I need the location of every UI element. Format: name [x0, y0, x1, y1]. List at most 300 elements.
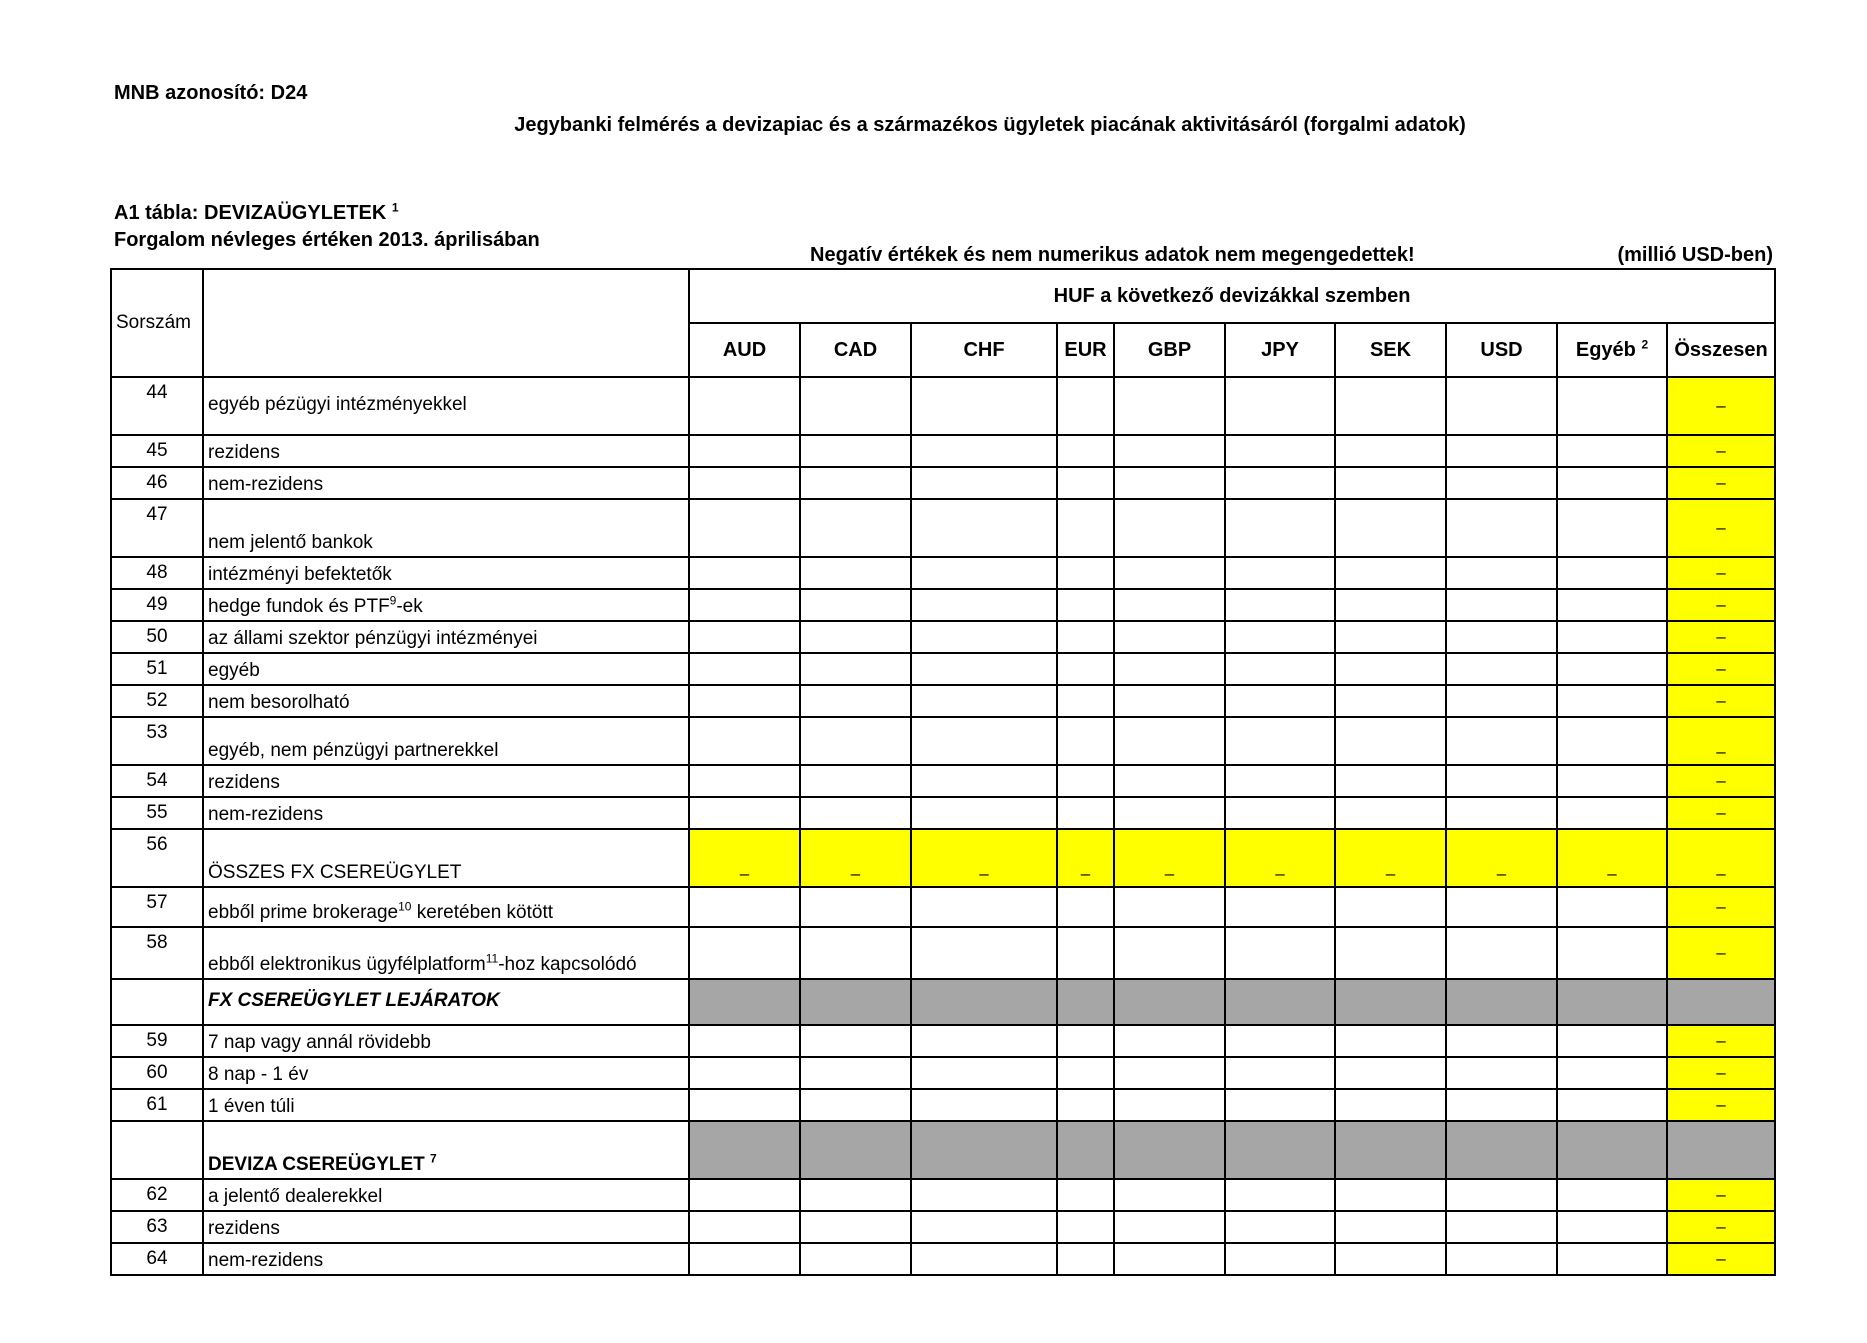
row-label-text: ebből prime brokerage — [208, 902, 399, 923]
input-cell[interactable] — [1114, 1057, 1225, 1089]
input-cell[interactable] — [1114, 621, 1225, 653]
table-row — [111, 621, 1775, 653]
input-cell[interactable] — [800, 765, 911, 797]
input-cell[interactable] — [911, 1057, 1057, 1089]
row-number — [111, 1121, 203, 1179]
row-number: 64 — [111, 1243, 203, 1275]
input-cell[interactable] — [800, 1211, 911, 1243]
disabled-cell — [1667, 1121, 1775, 1179]
validation-warning: Negatív értékek és nem numerikus adatok nem megengedettek! — [810, 244, 1415, 266]
input-cell[interactable] — [689, 557, 800, 589]
input-cell[interactable] — [800, 435, 911, 467]
input-cell[interactable] — [1446, 1211, 1557, 1243]
input-cell[interactable] — [1335, 499, 1446, 557]
input-cell[interactable] — [1225, 1179, 1335, 1211]
input-cell[interactable] — [1446, 797, 1557, 829]
row-label-text: hedge fundok és PTF — [208, 596, 390, 617]
input-cell[interactable] — [1225, 717, 1335, 765]
input-cell[interactable] — [1114, 1089, 1225, 1121]
row-label — [203, 621, 689, 653]
input-cell[interactable] — [1446, 717, 1557, 765]
table-row — [111, 717, 1775, 765]
input-cell[interactable] — [911, 589, 1057, 621]
input-cell[interactable] — [1446, 765, 1557, 797]
input-cell[interactable] — [1335, 887, 1446, 927]
computed-total-cell: – — [1335, 829, 1446, 887]
total-header: Összesen — [1667, 323, 1775, 377]
input-cell[interactable] — [689, 435, 800, 467]
input-cell[interactable] — [1446, 1089, 1557, 1121]
input-cell[interactable] — [1114, 797, 1225, 829]
input-cell[interactable] — [1446, 685, 1557, 717]
input-cell[interactable] — [689, 685, 800, 717]
row-label — [203, 685, 689, 717]
input-cell[interactable] — [800, 1089, 911, 1121]
disabled-cell — [1446, 1121, 1557, 1179]
row-label-text: az állami szektor pénzügyi intézményei — [208, 628, 538, 649]
row-number: 57 — [111, 887, 203, 927]
input-cell[interactable] — [1225, 589, 1335, 621]
currency-header: EUR — [1057, 323, 1114, 377]
currency-header: CAD — [800, 323, 911, 377]
input-cell[interactable] — [1057, 589, 1114, 621]
total-cell: – — [1667, 435, 1775, 467]
row-label — [203, 557, 689, 589]
input-cell[interactable] — [911, 797, 1057, 829]
input-cell[interactable] — [1335, 1179, 1446, 1211]
input-cell[interactable] — [800, 621, 911, 653]
input-cell[interactable] — [1057, 653, 1114, 685]
row-number: 53 — [111, 717, 203, 765]
input-cell[interactable] — [1114, 765, 1225, 797]
input-cell[interactable] — [1446, 435, 1557, 467]
input-cell[interactable] — [911, 927, 1057, 979]
row-label-text: ÖSSZES FX CSEREÜGYLET — [208, 862, 462, 883]
input-cell[interactable] — [1057, 377, 1114, 435]
input-cell[interactable] — [1557, 765, 1667, 797]
table-row — [111, 557, 1775, 589]
computed-total-cell: – — [1225, 829, 1335, 887]
total-cell: – — [1667, 377, 1775, 435]
total-cell: – — [1667, 685, 1775, 717]
table-row — [111, 927, 1775, 979]
row-label — [203, 1057, 689, 1089]
currency-header: JPY — [1225, 323, 1335, 377]
input-cell[interactable] — [1057, 1057, 1114, 1089]
input-cell[interactable] — [1057, 467, 1114, 499]
disabled-cell — [1557, 979, 1667, 1025]
input-cell[interactable] — [1114, 1211, 1225, 1243]
input-cell[interactable] — [1557, 589, 1667, 621]
input-cell[interactable] — [1335, 797, 1446, 829]
row-label-text: nem-rezidens — [208, 474, 324, 495]
row-label-text: a jelentő dealerekkel — [208, 1186, 383, 1207]
input-cell[interactable] — [1114, 589, 1225, 621]
input-cell[interactable] — [1114, 927, 1225, 979]
input-cell[interactable] — [1335, 621, 1446, 653]
input-cell[interactable] — [911, 377, 1057, 435]
input-cell[interactable] — [1057, 797, 1114, 829]
input-cell[interactable] — [689, 1057, 800, 1089]
row-label-text: nem jelentő bankok — [208, 532, 373, 553]
input-cell[interactable] — [689, 1211, 800, 1243]
input-cell[interactable] — [1446, 653, 1557, 685]
input-cell[interactable] — [689, 1089, 800, 1121]
row-label-text: ebből elektronikus ügyfélplatform — [208, 954, 486, 975]
input-cell[interactable] — [1557, 887, 1667, 927]
row-number: 54 — [111, 765, 203, 797]
row-label — [203, 887, 689, 927]
row-label-text: 7 nap vagy annál rövidebb — [208, 1032, 431, 1053]
input-cell[interactable] — [800, 1243, 911, 1275]
currency-header: SEK — [1335, 323, 1446, 377]
input-cell[interactable] — [911, 621, 1057, 653]
input-cell[interactable] — [1225, 1243, 1335, 1275]
input-cell[interactable] — [689, 499, 800, 557]
input-cell[interactable] — [911, 717, 1057, 765]
input-cell[interactable] — [1225, 621, 1335, 653]
total-cell: – — [1667, 717, 1775, 765]
input-cell[interactable] — [689, 927, 800, 979]
input-cell[interactable] — [1114, 377, 1225, 435]
input-cell[interactable] — [1057, 765, 1114, 797]
input-cell[interactable] — [1225, 797, 1335, 829]
input-cell[interactable] — [1557, 557, 1667, 589]
input-cell[interactable] — [1057, 435, 1114, 467]
row-label-suffix: -hoz kapcsolódó — [498, 954, 637, 975]
input-cell[interactable] — [1446, 589, 1557, 621]
input-cell[interactable] — [1225, 1057, 1335, 1089]
input-cell[interactable] — [800, 1179, 911, 1211]
input-cell[interactable] — [689, 717, 800, 765]
input-cell[interactable] — [689, 377, 800, 435]
input-cell[interactable] — [1335, 1089, 1446, 1121]
table-row — [111, 1243, 1775, 1275]
row-label — [203, 829, 689, 887]
table-row — [111, 653, 1775, 685]
input-cell[interactable] — [800, 557, 911, 589]
input-cell[interactable] — [1557, 377, 1667, 435]
table-row — [111, 1121, 1775, 1179]
input-cell[interactable] — [911, 435, 1057, 467]
row-number: 58 — [111, 927, 203, 979]
label-header — [203, 269, 689, 377]
input-cell[interactable] — [800, 653, 911, 685]
input-cell[interactable] — [911, 1179, 1057, 1211]
row-label-text: nem-rezidens — [208, 1250, 324, 1271]
mnb-identifier: MNB azonosító: D24 — [114, 82, 308, 104]
input-cell[interactable] — [1446, 621, 1557, 653]
input-cell[interactable] — [800, 717, 911, 765]
section-header — [203, 979, 689, 1025]
input-cell[interactable] — [1557, 467, 1667, 499]
input-cell[interactable] — [911, 685, 1057, 717]
input-cell[interactable] — [1446, 1179, 1557, 1211]
input-cell[interactable] — [800, 377, 911, 435]
total-cell: – — [1667, 829, 1775, 887]
input-cell[interactable] — [800, 1057, 911, 1089]
input-cell[interactable] — [1225, 1025, 1335, 1057]
row-label-text: intézményi befektetők — [208, 564, 392, 585]
total-cell: – — [1667, 1211, 1775, 1243]
disabled-cell — [1557, 1121, 1667, 1179]
input-cell[interactable] — [689, 621, 800, 653]
input-cell[interactable] — [1114, 1179, 1225, 1211]
input-cell[interactable] — [1057, 887, 1114, 927]
input-cell[interactable] — [1114, 557, 1225, 589]
input-cell[interactable] — [1057, 1089, 1114, 1121]
input-cell[interactable] — [1335, 765, 1446, 797]
row-label — [203, 467, 689, 499]
input-cell[interactable] — [1114, 685, 1225, 717]
input-cell[interactable] — [1225, 435, 1335, 467]
input-cell[interactable] — [911, 1243, 1057, 1275]
table-row — [111, 1211, 1775, 1243]
input-cell[interactable] — [800, 685, 911, 717]
input-cell[interactable] — [800, 499, 911, 557]
row-number: 44 — [111, 377, 203, 435]
total-cell: – — [1667, 1057, 1775, 1089]
row-label — [203, 1089, 689, 1121]
table-subtitle: Forgalom névleges értéken 2013. áprilisában — [114, 229, 540, 251]
page-title: Jegybanki felmérés a devizapiac és a származékos ügyletek piacának aktivitásáról (forgalmi adatok) — [514, 114, 1466, 136]
disabled-cell — [689, 979, 800, 1025]
fx-turnover-table — [110, 268, 1776, 1276]
disabled-cell — [911, 979, 1057, 1025]
input-cell[interactable] — [1225, 887, 1335, 927]
input-cell[interactable] — [1057, 685, 1114, 717]
input-cell[interactable] — [911, 765, 1057, 797]
input-cell[interactable] — [1057, 1025, 1114, 1057]
input-cell[interactable] — [1114, 435, 1225, 467]
row-number: 63 — [111, 1211, 203, 1243]
row-label — [203, 653, 689, 685]
row-label-text: rezidens — [208, 442, 280, 463]
table-row — [111, 499, 1775, 557]
table-row — [111, 887, 1775, 927]
row-label-footnote: 7 — [430, 1151, 437, 1166]
input-cell[interactable] — [1057, 1179, 1114, 1211]
input-cell[interactable] — [1114, 1025, 1225, 1057]
row-label — [203, 927, 689, 979]
input-cell[interactable] — [1335, 467, 1446, 499]
currency-group-header: HUF a következő devizákkal szemben — [689, 269, 1775, 323]
input-cell[interactable] — [1557, 1211, 1667, 1243]
input-cell[interactable] — [1114, 653, 1225, 685]
input-cell[interactable] — [800, 927, 911, 979]
row-label-suffix: keretében kötött — [411, 902, 554, 923]
row-number: 46 — [111, 467, 203, 499]
table-row — [111, 979, 1775, 1025]
input-cell[interactable] — [911, 557, 1057, 589]
input-cell[interactable] — [1446, 887, 1557, 927]
table-row — [111, 1057, 1775, 1089]
disabled-cell — [689, 1121, 800, 1179]
input-cell[interactable] — [800, 589, 911, 621]
disabled-cell — [1335, 1121, 1446, 1179]
input-cell[interactable] — [1557, 1057, 1667, 1089]
input-cell[interactable] — [689, 467, 800, 499]
row-label-text: rezidens — [208, 1218, 280, 1239]
row-label-footnote: 9 — [389, 593, 397, 608]
computed-total-cell: – — [689, 829, 800, 887]
input-cell[interactable] — [1225, 377, 1335, 435]
input-cell[interactable] — [1335, 1243, 1446, 1275]
input-cell[interactable] — [1225, 1211, 1335, 1243]
row-label-text: rezidens — [208, 772, 280, 793]
input-cell[interactable] — [911, 1089, 1057, 1121]
input-cell[interactable] — [1057, 621, 1114, 653]
row-label-text: egyéb — [208, 660, 260, 681]
input-cell[interactable] — [1335, 435, 1446, 467]
table-title-text: A1 tábla: DEVIZAÜGYLETEK — [114, 202, 387, 224]
table-row — [111, 685, 1775, 717]
input-cell[interactable] — [911, 1211, 1057, 1243]
computed-total-cell: – — [1114, 829, 1225, 887]
input-cell[interactable] — [800, 797, 911, 829]
table-title-footnote: 1 — [391, 200, 399, 215]
input-cell[interactable] — [1446, 377, 1557, 435]
input-cell[interactable] — [1446, 467, 1557, 499]
input-cell[interactable] — [1335, 653, 1446, 685]
row-number: 49 — [111, 589, 203, 621]
computed-total-cell: – — [800, 829, 911, 887]
row-label — [203, 1025, 689, 1057]
input-cell[interactable] — [1557, 1243, 1667, 1275]
input-cell[interactable] — [1335, 927, 1446, 979]
input-cell[interactable] — [1335, 377, 1446, 435]
input-cell[interactable] — [1057, 1243, 1114, 1275]
input-cell[interactable] — [1057, 557, 1114, 589]
input-cell[interactable] — [689, 1243, 800, 1275]
input-cell[interactable] — [689, 887, 800, 927]
total-cell: – — [1667, 467, 1775, 499]
total-cell: – — [1667, 589, 1775, 621]
input-cell[interactable] — [1335, 1211, 1446, 1243]
input-cell[interactable] — [1557, 499, 1667, 557]
row-label — [203, 377, 689, 435]
input-cell[interactable] — [800, 1025, 911, 1057]
total-cell: – — [1667, 653, 1775, 685]
table-row — [111, 829, 1775, 887]
input-cell[interactable] — [689, 1025, 800, 1057]
currency-header: USD — [1446, 323, 1557, 377]
row-label-text: egyéb, nem pénzügyi partnerekkel — [208, 740, 499, 761]
disabled-cell — [1225, 979, 1335, 1025]
disabled-cell — [1667, 979, 1775, 1025]
input-cell[interactable] — [1057, 717, 1114, 765]
row-number: 61 — [111, 1089, 203, 1121]
input-cell[interactable] — [1446, 1243, 1557, 1275]
input-cell[interactable] — [1335, 717, 1446, 765]
total-cell: – — [1667, 1243, 1775, 1275]
input-cell[interactable] — [800, 467, 911, 499]
input-cell[interactable] — [1225, 1089, 1335, 1121]
row-label-text: egyéb pézügyi intézményekkel — [208, 394, 467, 415]
input-cell[interactable] — [1225, 653, 1335, 685]
table-row — [111, 797, 1775, 829]
row-label — [203, 499, 689, 557]
input-cell[interactable] — [689, 653, 800, 685]
input-cell[interactable] — [1335, 1057, 1446, 1089]
input-cell[interactable] — [1225, 467, 1335, 499]
input-cell[interactable] — [1225, 927, 1335, 979]
input-cell[interactable] — [1225, 765, 1335, 797]
currency-header-other-label: Egyéb — [1575, 338, 1636, 361]
input-cell[interactable] — [1225, 557, 1335, 589]
unit-label: (millió USD-ben) — [1617, 244, 1773, 266]
input-cell[interactable] — [689, 797, 800, 829]
input-cell[interactable] — [800, 887, 911, 927]
input-cell[interactable] — [1557, 1025, 1667, 1057]
input-cell[interactable] — [1557, 685, 1667, 717]
row-label — [203, 1243, 689, 1275]
input-cell[interactable] — [1557, 927, 1667, 979]
row-label-text: DEVIZA CSEREÜGYLET — [208, 1154, 425, 1175]
input-cell[interactable] — [1057, 499, 1114, 557]
table-title — [114, 202, 399, 225]
input-cell[interactable] — [1557, 621, 1667, 653]
row-label — [203, 1179, 689, 1211]
input-cell[interactable] — [911, 653, 1057, 685]
input-cell[interactable] — [1446, 1057, 1557, 1089]
input-cell[interactable] — [689, 589, 800, 621]
input-cell[interactable] — [1335, 557, 1446, 589]
input-cell[interactable] — [1335, 685, 1446, 717]
input-cell[interactable] — [1114, 467, 1225, 499]
input-cell[interactable] — [1446, 927, 1557, 979]
input-cell[interactable] — [911, 1025, 1057, 1057]
input-cell[interactable] — [1557, 797, 1667, 829]
computed-total-cell: – — [1557, 829, 1667, 887]
input-cell[interactable] — [911, 467, 1057, 499]
input-cell[interactable] — [911, 887, 1057, 927]
input-cell[interactable] — [1557, 717, 1667, 765]
currency-header-other-footnote: 2 — [1641, 336, 1649, 351]
input-cell[interactable] — [911, 499, 1057, 557]
input-cell[interactable] — [1225, 499, 1335, 557]
input-cell[interactable] — [1446, 557, 1557, 589]
input-cell[interactable] — [689, 765, 800, 797]
input-cell[interactable] — [1225, 685, 1335, 717]
input-cell[interactable] — [1057, 1211, 1114, 1243]
input-cell[interactable] — [1557, 1179, 1667, 1211]
row-number: 47 — [111, 499, 203, 557]
row-number: 50 — [111, 621, 203, 653]
input-cell[interactable] — [1557, 435, 1667, 467]
input-cell[interactable] — [1057, 927, 1114, 979]
currency-header-other — [1557, 323, 1667, 377]
input-cell[interactable] — [1114, 1243, 1225, 1275]
input-cell[interactable] — [1335, 1025, 1446, 1057]
input-cell[interactable] — [689, 1179, 800, 1211]
row-number: 45 — [111, 435, 203, 467]
input-cell[interactable] — [1335, 589, 1446, 621]
row-number: 62 — [111, 1179, 203, 1211]
input-cell[interactable] — [1114, 887, 1225, 927]
input-cell[interactable] — [1446, 499, 1557, 557]
input-cell[interactable] — [1557, 653, 1667, 685]
input-cell[interactable] — [1557, 1089, 1667, 1121]
row-label-text: 8 nap - 1 év — [208, 1064, 309, 1085]
row-label-footnote: 10 — [398, 899, 412, 914]
row-label-text: FX CSEREÜGYLET LEJÁRATOK — [208, 990, 500, 1011]
input-cell[interactable] — [1114, 717, 1225, 765]
input-cell[interactable] — [1446, 1025, 1557, 1057]
table-row — [111, 589, 1775, 621]
input-cell[interactable] — [1114, 499, 1225, 557]
row-label-text: nem besorolható — [208, 692, 350, 713]
